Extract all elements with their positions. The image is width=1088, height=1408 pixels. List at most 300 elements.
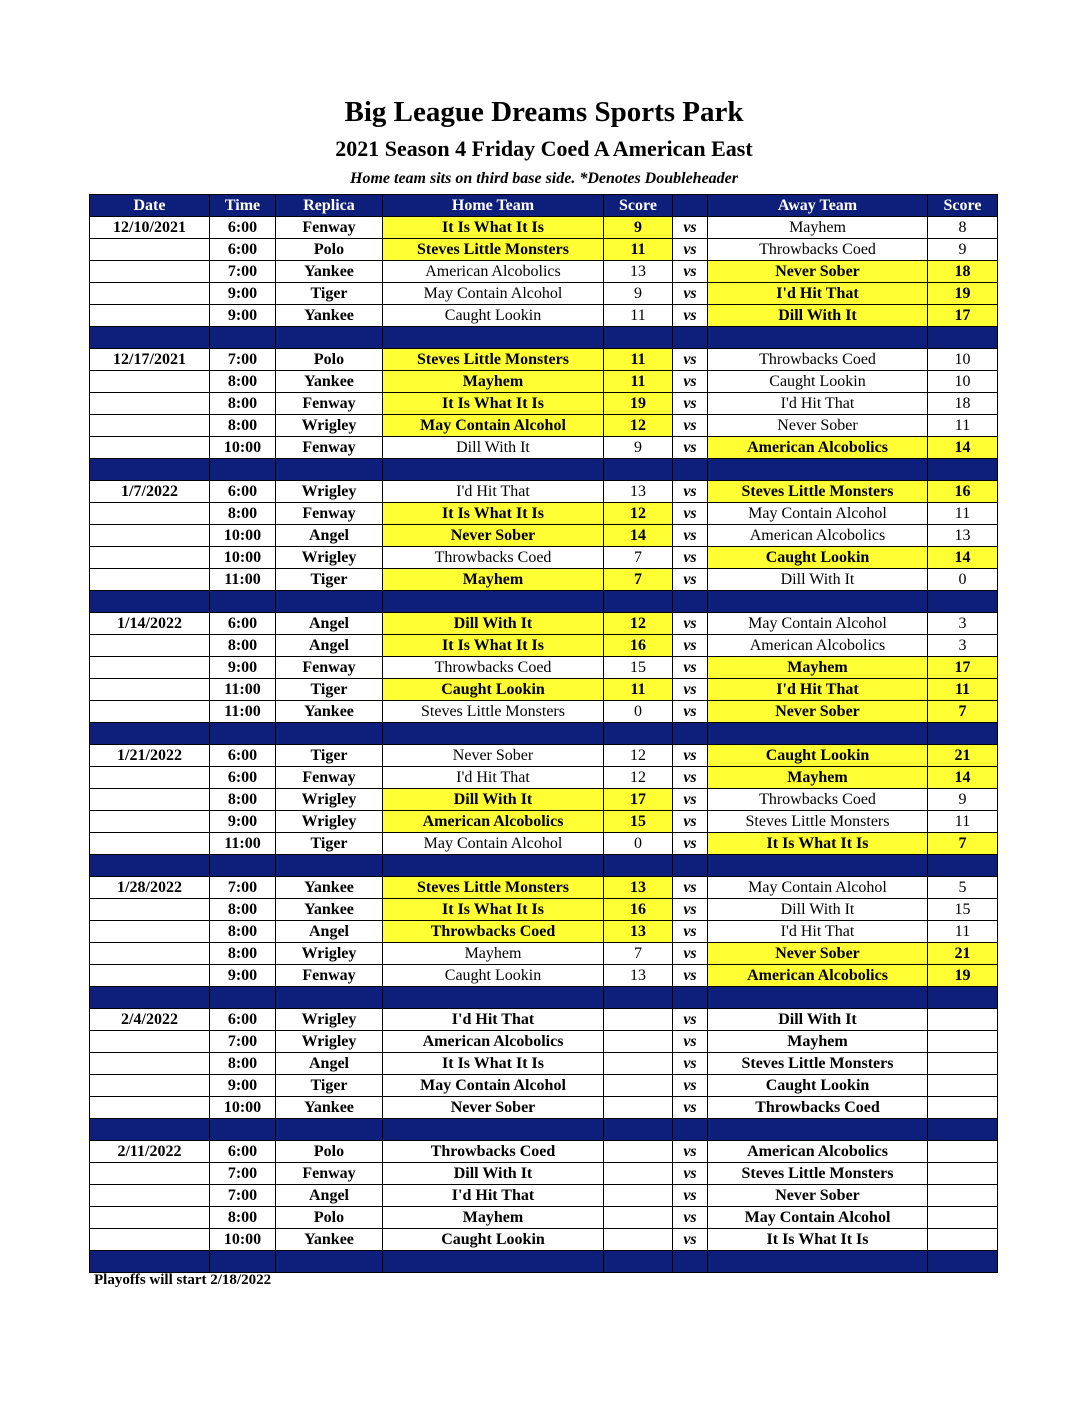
vs-cell: vs xyxy=(673,547,708,569)
away-team-cell: Steves Little Monsters xyxy=(708,481,928,503)
date-cell xyxy=(90,679,210,701)
vs-cell: vs xyxy=(673,415,708,437)
field-cell: Wrigley xyxy=(276,547,383,569)
week-separator-row xyxy=(90,459,998,481)
away-score-cell: 21 xyxy=(928,943,998,965)
home-score-cell: 7 xyxy=(604,943,673,965)
home-team-cell: May Contain Alcohol xyxy=(383,283,604,305)
away-score-cell xyxy=(928,1185,998,1207)
home-score-cell: 9 xyxy=(604,437,673,459)
vs-cell: vs xyxy=(673,481,708,503)
game-row xyxy=(90,393,998,415)
field-cell: Fenway xyxy=(276,767,383,789)
date-cell: 12/10/2021 xyxy=(90,217,210,239)
away-team-cell: Throwbacks Coed xyxy=(708,239,928,261)
game-row xyxy=(90,877,998,899)
separator-cell xyxy=(210,723,276,745)
date-cell xyxy=(90,833,210,855)
field-cell: Angel xyxy=(276,613,383,635)
date-cell xyxy=(90,811,210,833)
home-score-cell xyxy=(604,1141,673,1163)
away-score-cell: 7 xyxy=(928,701,998,723)
field-cell: Polo xyxy=(276,1141,383,1163)
away-score-cell: 10 xyxy=(928,371,998,393)
separator-cell xyxy=(90,987,210,1009)
home-team-cell: Throwbacks Coed xyxy=(383,1141,604,1163)
vs-cell: vs xyxy=(673,965,708,987)
separator-cell xyxy=(708,987,928,1009)
home-score-cell: 9 xyxy=(604,283,673,305)
vs-cell: vs xyxy=(673,503,708,525)
home-score-cell xyxy=(604,1163,673,1185)
away-score-cell: 11 xyxy=(928,679,998,701)
away-score-cell: 8 xyxy=(928,217,998,239)
home-team-cell: Dill With It xyxy=(383,613,604,635)
away-team-cell: American Alcobolics xyxy=(708,1141,928,1163)
vs-cell: vs xyxy=(673,1163,708,1185)
date-cell: 2/4/2022 xyxy=(90,1009,210,1031)
home-team-cell: Dill With It xyxy=(383,789,604,811)
home-score-cell: 16 xyxy=(604,899,673,921)
away-score-cell: 16 xyxy=(928,481,998,503)
away-score-cell xyxy=(928,1075,998,1097)
separator-cell xyxy=(673,459,708,481)
away-team-cell: Throwbacks Coed xyxy=(708,789,928,811)
separator-cell xyxy=(383,1251,604,1273)
date-cell xyxy=(90,1229,210,1251)
home-score-cell: 15 xyxy=(604,657,673,679)
field-cell: Wrigley xyxy=(276,789,383,811)
away-team-cell: I'd Hit That xyxy=(708,921,928,943)
separator-cell xyxy=(383,459,604,481)
separator-cell xyxy=(673,1251,708,1273)
vs-cell: vs xyxy=(673,657,708,679)
time-cell: 9:00 xyxy=(210,283,276,305)
home-score-cell xyxy=(604,1075,673,1097)
away-team-cell: Caught Lookin xyxy=(708,371,928,393)
away-team-cell: It Is What It Is xyxy=(708,1229,928,1251)
away-team-cell: Never Sober xyxy=(708,701,928,723)
away-score-cell: 5 xyxy=(928,877,998,899)
away-score-cell: 18 xyxy=(928,261,998,283)
home-team-cell: Caught Lookin xyxy=(383,679,604,701)
col-time-header: Time xyxy=(210,195,276,217)
separator-cell xyxy=(708,591,928,613)
game-row xyxy=(90,261,998,283)
separator-cell xyxy=(673,723,708,745)
separator-cell xyxy=(90,459,210,481)
away-score-cell: 13 xyxy=(928,525,998,547)
away-team-cell: American Alcobolics xyxy=(708,965,928,987)
date-cell xyxy=(90,921,210,943)
date-cell xyxy=(90,1207,210,1229)
home-score-cell: 12 xyxy=(604,745,673,767)
away-team-cell: Dill With It xyxy=(708,899,928,921)
date-cell xyxy=(90,415,210,437)
time-cell: 7:00 xyxy=(210,1185,276,1207)
field-cell: Fenway xyxy=(276,217,383,239)
week-separator-row xyxy=(90,1251,998,1273)
game-row xyxy=(90,437,998,459)
game-row xyxy=(90,1009,998,1031)
game-row xyxy=(90,613,998,635)
game-row xyxy=(90,789,998,811)
date-cell: 12/17/2021 xyxy=(90,349,210,371)
field-cell: Fenway xyxy=(276,393,383,415)
separator-cell xyxy=(708,1119,928,1141)
page-title: Big League Dreams Sports Park xyxy=(344,96,744,128)
separator-cell xyxy=(708,855,928,877)
away-team-cell: May Contain Alcohol xyxy=(708,613,928,635)
away-team-cell: Steves Little Monsters xyxy=(708,1053,928,1075)
col-home-team-header: Home Team xyxy=(383,195,604,217)
time-cell: 6:00 xyxy=(210,1141,276,1163)
time-cell: 9:00 xyxy=(210,657,276,679)
away-score-cell: 3 xyxy=(928,613,998,635)
home-team-cell: American Alcobolics xyxy=(383,811,604,833)
date-cell xyxy=(90,965,210,987)
game-row xyxy=(90,1075,998,1097)
time-cell: 11:00 xyxy=(210,701,276,723)
time-cell: 7:00 xyxy=(210,261,276,283)
home-team-cell: Never Sober xyxy=(383,1097,604,1119)
away-score-cell: 14 xyxy=(928,437,998,459)
separator-cell xyxy=(673,1119,708,1141)
away-team-cell: Never Sober xyxy=(708,1185,928,1207)
home-team-cell: I'd Hit That xyxy=(383,1009,604,1031)
separator-cell xyxy=(928,1119,998,1141)
date-cell xyxy=(90,767,210,789)
home-score-cell: 14 xyxy=(604,525,673,547)
separator-cell xyxy=(604,1119,673,1141)
week-separator-row xyxy=(90,723,998,745)
separator-cell xyxy=(276,1119,383,1141)
away-score-cell: 14 xyxy=(928,547,998,569)
vs-cell: vs xyxy=(673,437,708,459)
vs-cell: vs xyxy=(673,1207,708,1229)
game-row xyxy=(90,1097,998,1119)
home-score-cell: 13 xyxy=(604,877,673,899)
date-cell xyxy=(90,1031,210,1053)
separator-cell xyxy=(928,987,998,1009)
vs-cell: vs xyxy=(673,1031,708,1053)
game-row xyxy=(90,767,998,789)
away-score-cell xyxy=(928,1053,998,1075)
playoffs-note: Playoffs will start 2/18/2022 xyxy=(94,1272,272,1288)
field-cell: Wrigley xyxy=(276,481,383,503)
separator-cell xyxy=(604,723,673,745)
home-team-cell: It Is What It Is xyxy=(383,393,604,415)
home-score-cell xyxy=(604,1031,673,1053)
game-row xyxy=(90,371,998,393)
date-cell xyxy=(90,1075,210,1097)
away-team-cell: Caught Lookin xyxy=(708,1075,928,1097)
game-row xyxy=(90,679,998,701)
home-team-cell: It Is What It Is xyxy=(383,1053,604,1075)
time-cell: 9:00 xyxy=(210,965,276,987)
home-score-cell: 13 xyxy=(604,921,673,943)
game-row xyxy=(90,1207,998,1229)
away-score-cell: 11 xyxy=(928,503,998,525)
date-cell xyxy=(90,305,210,327)
home-team-cell: Caught Lookin xyxy=(383,965,604,987)
date-cell xyxy=(90,1163,210,1185)
home-team-cell: Never Sober xyxy=(383,745,604,767)
field-cell: Angel xyxy=(276,635,383,657)
home-team-cell: May Contain Alcohol xyxy=(383,833,604,855)
vs-cell: vs xyxy=(673,1053,708,1075)
game-row xyxy=(90,701,998,723)
away-team-cell: It Is What It Is xyxy=(708,833,928,855)
vs-cell: vs xyxy=(673,833,708,855)
vs-cell: vs xyxy=(673,1185,708,1207)
game-row xyxy=(90,1053,998,1075)
game-row xyxy=(90,1031,998,1053)
field-cell: Fenway xyxy=(276,965,383,987)
home-score-cell xyxy=(604,1097,673,1119)
home-team-cell: Steves Little Monsters xyxy=(383,349,604,371)
time-cell: 8:00 xyxy=(210,1053,276,1075)
away-score-cell: 11 xyxy=(928,811,998,833)
home-score-cell: 7 xyxy=(604,547,673,569)
separator-cell xyxy=(673,327,708,349)
time-cell: 10:00 xyxy=(210,437,276,459)
away-team-cell: Never Sober xyxy=(708,415,928,437)
field-cell: Tiger xyxy=(276,283,383,305)
home-team-cell: American Alcobolics xyxy=(383,261,604,283)
col-date-header: Date xyxy=(90,195,210,217)
date-cell: 1/21/2022 xyxy=(90,745,210,767)
away-team-cell: Caught Lookin xyxy=(708,745,928,767)
away-team-cell: May Contain Alcohol xyxy=(708,1207,928,1229)
game-row xyxy=(90,239,998,261)
home-team-cell: I'd Hit That xyxy=(383,767,604,789)
separator-cell xyxy=(276,1251,383,1273)
field-cell: Wrigley xyxy=(276,1031,383,1053)
home-score-cell xyxy=(604,1053,673,1075)
field-cell: Angel xyxy=(276,921,383,943)
date-cell xyxy=(90,393,210,415)
time-cell: 6:00 xyxy=(210,745,276,767)
away-team-cell: Throwbacks Coed xyxy=(708,1097,928,1119)
home-score-cell: 12 xyxy=(604,767,673,789)
separator-cell xyxy=(928,591,998,613)
time-cell: 6:00 xyxy=(210,239,276,261)
week-separator-row xyxy=(90,591,998,613)
separator-cell xyxy=(383,1119,604,1141)
time-cell: 7:00 xyxy=(210,1031,276,1053)
home-score-cell xyxy=(604,1185,673,1207)
away-team-cell: American Alcobolics xyxy=(708,635,928,657)
separator-cell xyxy=(673,987,708,1009)
separator-cell xyxy=(604,1251,673,1273)
field-cell: Wrigley xyxy=(276,811,383,833)
home-team-cell: I'd Hit That xyxy=(383,1185,604,1207)
vs-cell: vs xyxy=(673,1009,708,1031)
date-cell xyxy=(90,1097,210,1119)
field-cell: Tiger xyxy=(276,833,383,855)
separator-cell xyxy=(604,591,673,613)
date-cell xyxy=(90,261,210,283)
col-vs-header xyxy=(673,195,708,217)
time-cell: 11:00 xyxy=(210,679,276,701)
date-cell xyxy=(90,789,210,811)
week-separator-row xyxy=(90,1119,998,1141)
game-row xyxy=(90,305,998,327)
home-team-cell: American Alcobolics xyxy=(383,1031,604,1053)
field-cell: Angel xyxy=(276,1185,383,1207)
field-cell: Yankee xyxy=(276,371,383,393)
time-cell: 9:00 xyxy=(210,1075,276,1097)
vs-cell: vs xyxy=(673,943,708,965)
time-cell: 11:00 xyxy=(210,569,276,591)
separator-cell xyxy=(210,987,276,1009)
time-cell: 8:00 xyxy=(210,393,276,415)
away-team-cell: Steves Little Monsters xyxy=(708,811,928,833)
separator-cell xyxy=(928,459,998,481)
date-cell xyxy=(90,943,210,965)
away-score-cell: 19 xyxy=(928,965,998,987)
game-row xyxy=(90,349,998,371)
field-cell: Wrigley xyxy=(276,943,383,965)
header-row xyxy=(90,195,998,217)
away-score-cell xyxy=(928,1097,998,1119)
home-score-cell: 11 xyxy=(604,371,673,393)
field-cell: Yankee xyxy=(276,701,383,723)
vs-cell: vs xyxy=(673,613,708,635)
game-row xyxy=(90,569,998,591)
vs-cell: vs xyxy=(673,393,708,415)
home-score-cell: 12 xyxy=(604,613,673,635)
time-cell: 10:00 xyxy=(210,1097,276,1119)
game-row xyxy=(90,1163,998,1185)
separator-cell xyxy=(928,855,998,877)
time-cell: 6:00 xyxy=(210,481,276,503)
away-score-cell xyxy=(928,1207,998,1229)
field-cell: Yankee xyxy=(276,899,383,921)
vs-cell: vs xyxy=(673,745,708,767)
separator-cell xyxy=(673,855,708,877)
away-team-cell: I'd Hit That xyxy=(708,283,928,305)
vs-cell: vs xyxy=(673,767,708,789)
vs-cell: vs xyxy=(673,569,708,591)
away-team-cell: Dill With It xyxy=(708,305,928,327)
vs-cell: vs xyxy=(673,1141,708,1163)
separator-cell xyxy=(604,327,673,349)
game-row xyxy=(90,1185,998,1207)
away-score-cell xyxy=(928,1031,998,1053)
home-team-cell: May Contain Alcohol xyxy=(383,415,604,437)
home-team-cell: Mayhem xyxy=(383,569,604,591)
field-cell: Fenway xyxy=(276,503,383,525)
vs-cell: vs xyxy=(673,635,708,657)
away-team-cell: Throwbacks Coed xyxy=(708,349,928,371)
home-score-cell: 0 xyxy=(604,701,673,723)
home-score-cell: 11 xyxy=(604,679,673,701)
home-score-cell: 11 xyxy=(604,305,673,327)
home-score-cell: 15 xyxy=(604,811,673,833)
separator-cell xyxy=(604,459,673,481)
separator-cell xyxy=(210,1251,276,1273)
date-cell xyxy=(90,1053,210,1075)
separator-cell xyxy=(276,327,383,349)
field-cell: Polo xyxy=(276,1207,383,1229)
week-separator-row xyxy=(90,327,998,349)
field-cell: Wrigley xyxy=(276,415,383,437)
separator-cell xyxy=(708,723,928,745)
time-cell: 9:00 xyxy=(210,305,276,327)
time-cell: 6:00 xyxy=(210,217,276,239)
separator-cell xyxy=(90,855,210,877)
time-cell: 8:00 xyxy=(210,415,276,437)
away-score-cell xyxy=(928,1141,998,1163)
field-cell: Fenway xyxy=(276,1163,383,1185)
away-score-cell: 10 xyxy=(928,349,998,371)
away-team-cell: Mayhem xyxy=(708,1031,928,1053)
vs-cell: vs xyxy=(673,283,708,305)
game-row xyxy=(90,811,998,833)
game-row xyxy=(90,547,998,569)
separator-cell xyxy=(90,723,210,745)
time-cell: 8:00 xyxy=(210,943,276,965)
home-score-cell: 9 xyxy=(604,217,673,239)
vs-cell: vs xyxy=(673,239,708,261)
separator-cell xyxy=(210,1119,276,1141)
time-cell: 8:00 xyxy=(210,899,276,921)
separator-cell xyxy=(604,855,673,877)
field-cell: Yankee xyxy=(276,261,383,283)
date-cell xyxy=(90,503,210,525)
away-team-cell: American Alcobolics xyxy=(708,525,928,547)
field-cell: Angel xyxy=(276,525,383,547)
time-cell: 10:00 xyxy=(210,525,276,547)
week-separator-row xyxy=(90,987,998,1009)
date-cell xyxy=(90,657,210,679)
schedule-table xyxy=(89,194,998,1273)
game-row xyxy=(90,217,998,239)
field-cell: Yankee xyxy=(276,877,383,899)
away-team-cell: Never Sober xyxy=(708,261,928,283)
separator-cell xyxy=(276,987,383,1009)
date-cell xyxy=(90,1185,210,1207)
away-score-cell: 18 xyxy=(928,393,998,415)
away-team-cell: Mayhem xyxy=(708,767,928,789)
away-score-cell: 9 xyxy=(928,239,998,261)
vs-cell: vs xyxy=(673,701,708,723)
separator-cell xyxy=(90,591,210,613)
away-score-cell: 15 xyxy=(928,899,998,921)
home-team-cell: Caught Lookin xyxy=(383,305,604,327)
home-team-cell: Never Sober xyxy=(383,525,604,547)
away-team-cell: Dill With It xyxy=(708,569,928,591)
separator-cell xyxy=(210,591,276,613)
away-score-cell: 14 xyxy=(928,767,998,789)
field-cell: Fenway xyxy=(276,437,383,459)
away-team-cell: May Contain Alcohol xyxy=(708,503,928,525)
vs-cell: vs xyxy=(673,1229,708,1251)
away-score-cell: 17 xyxy=(928,305,998,327)
away-team-cell: I'd Hit That xyxy=(708,679,928,701)
separator-cell xyxy=(383,723,604,745)
date-cell xyxy=(90,569,210,591)
away-team-cell: Mayhem xyxy=(708,217,928,239)
separator-cell xyxy=(708,1251,928,1273)
vs-cell: vs xyxy=(673,349,708,371)
away-team-cell: Steves Little Monsters xyxy=(708,1163,928,1185)
separator-cell xyxy=(928,327,998,349)
home-score-cell: 13 xyxy=(604,965,673,987)
time-cell: 9:00 xyxy=(210,811,276,833)
